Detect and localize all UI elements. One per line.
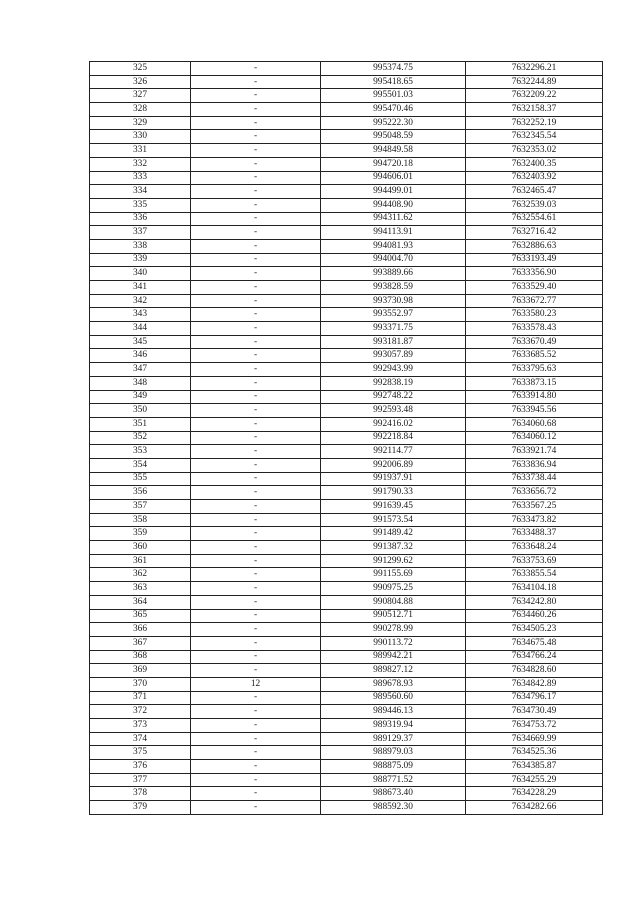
table-row: [90, 568, 603, 582]
easting-cell: 992838.19: [321, 376, 466, 390]
point-number-cell: 369: [90, 664, 191, 678]
table-row: [90, 185, 603, 199]
easting-cell: 995501.03: [321, 89, 466, 103]
point-number-cell: 370: [90, 677, 191, 691]
point-number-cell: 346: [90, 349, 191, 363]
northing-cell: 7633648.24: [466, 541, 603, 555]
easting-cell: 989129.37: [321, 732, 466, 746]
table-row: [90, 746, 603, 760]
table-row: [90, 62, 603, 76]
easting-cell: 989560.60: [321, 691, 466, 705]
table-row: [90, 500, 603, 514]
table-row: [90, 664, 603, 678]
table-row: [90, 636, 603, 650]
easting-cell: 995470.46: [321, 103, 466, 117]
point-number-cell: 373: [90, 719, 191, 733]
point-number-cell: 363: [90, 582, 191, 596]
easting-cell: 991387.32: [321, 541, 466, 555]
northing-cell: 7633738.44: [466, 472, 603, 486]
vertex-marker-cell: -: [191, 623, 321, 637]
easting-cell: 994311.62: [321, 212, 466, 226]
northing-cell: 7632716.42: [466, 226, 603, 240]
table-row: [90, 554, 603, 568]
vertex-marker-cell: -: [191, 157, 321, 171]
point-number-cell: 336: [90, 212, 191, 226]
northing-cell: 7632252.19: [466, 116, 603, 130]
table-row: [90, 513, 603, 527]
table-row: [90, 623, 603, 637]
northing-cell: 7634525.36: [466, 746, 603, 760]
northing-cell: 7634255.29: [466, 773, 603, 787]
table-row: [90, 527, 603, 541]
point-number-cell: 334: [90, 185, 191, 199]
point-number-cell: 348: [90, 376, 191, 390]
table-row: [90, 198, 603, 212]
point-number-cell: 378: [90, 787, 191, 801]
vertex-marker-cell: -: [191, 445, 321, 459]
northing-cell: 7633672.77: [466, 294, 603, 308]
vertex-marker-cell: -: [191, 185, 321, 199]
northing-cell: 7633529.40: [466, 281, 603, 295]
northing-cell: 7633580.23: [466, 308, 603, 322]
easting-cell: 992218.84: [321, 431, 466, 445]
vertex-marker-cell: -: [191, 773, 321, 787]
vertex-marker-cell: -: [191, 500, 321, 514]
easting-cell: 988592.30: [321, 801, 466, 815]
northing-cell: 7634242.80: [466, 595, 603, 609]
point-number-cell: 362: [90, 568, 191, 582]
vertex-marker-cell: -: [191, 103, 321, 117]
vertex-marker-cell: -: [191, 212, 321, 226]
vertex-marker-cell: -: [191, 691, 321, 705]
vertex-marker-cell: -: [191, 719, 321, 733]
vertex-marker-cell: -: [191, 363, 321, 377]
point-number-cell: 358: [90, 513, 191, 527]
easting-cell: 994408.90: [321, 198, 466, 212]
easting-cell: 995374.75: [321, 62, 466, 76]
point-number-cell: 376: [90, 760, 191, 774]
easting-cell: 991573.54: [321, 513, 466, 527]
point-number-cell: 328: [90, 103, 191, 117]
northing-cell: 7632345.54: [466, 130, 603, 144]
northing-cell: 7634730.49: [466, 705, 603, 719]
northing-cell: 7634796.17: [466, 691, 603, 705]
vertex-marker-cell: -: [191, 554, 321, 568]
northing-cell: 7633488.37: [466, 527, 603, 541]
northing-cell: 7634060.68: [466, 417, 603, 431]
easting-cell: 994849.58: [321, 144, 466, 158]
easting-cell: 991790.33: [321, 486, 466, 500]
northing-cell: 7632296.21: [466, 62, 603, 76]
table-row: [90, 75, 603, 89]
easting-cell: 994606.01: [321, 171, 466, 185]
coordinate-table: [89, 61, 603, 815]
easting-cell: 993057.89: [321, 349, 466, 363]
northing-cell: 7633873.15: [466, 376, 603, 390]
vertex-marker-cell: -: [191, 349, 321, 363]
easting-cell: 988771.52: [321, 773, 466, 787]
point-number-cell: 342: [90, 294, 191, 308]
vertex-marker-cell: -: [191, 390, 321, 404]
easting-cell: 988673.40: [321, 787, 466, 801]
easting-cell: 988979.03: [321, 746, 466, 760]
northing-cell: 7633795.63: [466, 363, 603, 377]
table-row: [90, 595, 603, 609]
table-row: [90, 390, 603, 404]
point-number-cell: 331: [90, 144, 191, 158]
northing-cell: 7633193.49: [466, 253, 603, 267]
easting-cell: 990804.88: [321, 595, 466, 609]
vertex-marker-cell: -: [191, 281, 321, 295]
point-number-cell: 351: [90, 417, 191, 431]
northing-cell: 7632403.92: [466, 171, 603, 185]
table-row: [90, 801, 603, 815]
table-row: [90, 335, 603, 349]
point-number-cell: 326: [90, 75, 191, 89]
easting-cell: 994004.70: [321, 253, 466, 267]
northing-cell: 7633567.25: [466, 500, 603, 514]
northing-cell: 7634282.66: [466, 801, 603, 815]
easting-cell: 990278.99: [321, 623, 466, 637]
table-row: [90, 103, 603, 117]
point-number-cell: 364: [90, 595, 191, 609]
easting-cell: 995418.65: [321, 75, 466, 89]
point-number-cell: 377: [90, 773, 191, 787]
vertex-marker-cell: -: [191, 171, 321, 185]
table-row: [90, 609, 603, 623]
table-row: [90, 760, 603, 774]
northing-cell: 7632465.47: [466, 185, 603, 199]
point-number-cell: 344: [90, 322, 191, 336]
northing-cell: 7633855.54: [466, 568, 603, 582]
point-number-cell: 360: [90, 541, 191, 555]
vertex-marker-cell: -: [191, 198, 321, 212]
northing-cell: 7632400.35: [466, 157, 603, 171]
easting-cell: 989942.21: [321, 650, 466, 664]
vertex-marker-cell: -: [191, 322, 321, 336]
point-number-cell: 340: [90, 267, 191, 281]
table-row: [90, 472, 603, 486]
northing-cell: 7633921.74: [466, 445, 603, 459]
point-number-cell: 339: [90, 253, 191, 267]
vertex-marker-cell: 12: [191, 677, 321, 691]
easting-cell: 991639.45: [321, 500, 466, 514]
easting-cell: 992114.77: [321, 445, 466, 459]
table-row: [90, 89, 603, 103]
table-row: [90, 253, 603, 267]
easting-cell: 991489.42: [321, 527, 466, 541]
vertex-marker-cell: -: [191, 417, 321, 431]
table-row: [90, 171, 603, 185]
easting-cell: 994113.91: [321, 226, 466, 240]
vertex-marker-cell: -: [191, 568, 321, 582]
point-number-cell: 335: [90, 198, 191, 212]
easting-cell: 994499.01: [321, 185, 466, 199]
point-number-cell: 366: [90, 623, 191, 637]
northing-cell: 7634228.29: [466, 787, 603, 801]
northing-cell: 7634842.89: [466, 677, 603, 691]
vertex-marker-cell: -: [191, 636, 321, 650]
easting-cell: 992006.89: [321, 458, 466, 472]
coordinate-table-body: [90, 62, 603, 815]
vertex-marker-cell: -: [191, 431, 321, 445]
northing-cell: 7633473.82: [466, 513, 603, 527]
vertex-marker-cell: -: [191, 404, 321, 418]
point-number-cell: 357: [90, 500, 191, 514]
table-row: [90, 212, 603, 226]
vertex-marker-cell: -: [191, 308, 321, 322]
table-row: [90, 677, 603, 691]
table-row: [90, 308, 603, 322]
table-row: [90, 773, 603, 787]
table-row: [90, 732, 603, 746]
easting-cell: 993552.97: [321, 308, 466, 322]
point-number-cell: 352: [90, 431, 191, 445]
point-number-cell: 333: [90, 171, 191, 185]
vertex-marker-cell: -: [191, 595, 321, 609]
northing-cell: 7633670.49: [466, 335, 603, 349]
vertex-marker-cell: -: [191, 226, 321, 240]
vertex-marker-cell: -: [191, 650, 321, 664]
point-number-cell: 359: [90, 527, 191, 541]
easting-cell: 994081.93: [321, 239, 466, 253]
table-row: [90, 431, 603, 445]
table-row: [90, 417, 603, 431]
easting-cell: 989319.94: [321, 719, 466, 733]
northing-cell: 7634669.99: [466, 732, 603, 746]
easting-cell: 992943.99: [321, 363, 466, 377]
table-row: [90, 705, 603, 719]
point-number-cell: 330: [90, 130, 191, 144]
table-row: [90, 541, 603, 555]
northing-cell: 7634505.23: [466, 623, 603, 637]
point-number-cell: 353: [90, 445, 191, 459]
vertex-marker-cell: -: [191, 267, 321, 281]
northing-cell: 7633656.72: [466, 486, 603, 500]
easting-cell: 992593.48: [321, 404, 466, 418]
easting-cell: 993730.98: [321, 294, 466, 308]
easting-cell: 995222.30: [321, 116, 466, 130]
point-number-cell: 372: [90, 705, 191, 719]
table-row: [90, 130, 603, 144]
easting-cell: 993371.75: [321, 322, 466, 336]
northing-cell: 7632244.89: [466, 75, 603, 89]
point-number-cell: 374: [90, 732, 191, 746]
vertex-marker-cell: -: [191, 760, 321, 774]
easting-cell: 990113.72: [321, 636, 466, 650]
table-row: [90, 719, 603, 733]
point-number-cell: 379: [90, 801, 191, 815]
point-number-cell: 354: [90, 458, 191, 472]
northing-cell: 7632539.03: [466, 198, 603, 212]
vertex-marker-cell: -: [191, 294, 321, 308]
northing-cell: 7633578.43: [466, 322, 603, 336]
point-number-cell: 325: [90, 62, 191, 76]
easting-cell: 994720.18: [321, 157, 466, 171]
table-row: [90, 458, 603, 472]
table-row: [90, 294, 603, 308]
vertex-marker-cell: -: [191, 144, 321, 158]
point-number-cell: 361: [90, 554, 191, 568]
point-number-cell: 355: [90, 472, 191, 486]
point-number-cell: 375: [90, 746, 191, 760]
vertex-marker-cell: -: [191, 541, 321, 555]
northing-cell: 7632554.61: [466, 212, 603, 226]
northing-cell: 7632353.02: [466, 144, 603, 158]
point-number-cell: 327: [90, 89, 191, 103]
table-row: [90, 787, 603, 801]
northing-cell: 7633945.56: [466, 404, 603, 418]
easting-cell: 989446.13: [321, 705, 466, 719]
point-number-cell: 371: [90, 691, 191, 705]
northing-cell: 7634104.18: [466, 582, 603, 596]
vertex-marker-cell: -: [191, 376, 321, 390]
northing-cell: 7633356.90: [466, 267, 603, 281]
northing-cell: 7633685.52: [466, 349, 603, 363]
northing-cell: 7634828.60: [466, 664, 603, 678]
easting-cell: 993181.87: [321, 335, 466, 349]
point-number-cell: 341: [90, 281, 191, 295]
table-row: [90, 691, 603, 705]
table-row: [90, 582, 603, 596]
northing-cell: 7634460.26: [466, 609, 603, 623]
table-row: [90, 445, 603, 459]
vertex-marker-cell: -: [191, 116, 321, 130]
point-number-cell: 332: [90, 157, 191, 171]
easting-cell: 993889.66: [321, 267, 466, 281]
vertex-marker-cell: -: [191, 664, 321, 678]
northing-cell: 7632209.22: [466, 89, 603, 103]
vertex-marker-cell: -: [191, 486, 321, 500]
vertex-marker-cell: -: [191, 472, 321, 486]
point-number-cell: 350: [90, 404, 191, 418]
vertex-marker-cell: -: [191, 732, 321, 746]
vertex-marker-cell: -: [191, 335, 321, 349]
easting-cell: 991155.69: [321, 568, 466, 582]
northing-cell: 7633914.80: [466, 390, 603, 404]
northing-cell: 7634675.48: [466, 636, 603, 650]
northing-cell: 7634060.12: [466, 431, 603, 445]
table-row: [90, 404, 603, 418]
table-row: [90, 116, 603, 130]
table-row: [90, 226, 603, 240]
table-row: [90, 157, 603, 171]
easting-cell: 989678.93: [321, 677, 466, 691]
vertex-marker-cell: -: [191, 130, 321, 144]
point-number-cell: 347: [90, 363, 191, 377]
vertex-marker-cell: -: [191, 239, 321, 253]
point-number-cell: 337: [90, 226, 191, 240]
point-number-cell: 345: [90, 335, 191, 349]
vertex-marker-cell: -: [191, 801, 321, 815]
point-number-cell: 356: [90, 486, 191, 500]
northing-cell: 7633753.69: [466, 554, 603, 568]
northing-cell: 7633836.94: [466, 458, 603, 472]
vertex-marker-cell: -: [191, 705, 321, 719]
vertex-marker-cell: -: [191, 582, 321, 596]
table-row: [90, 239, 603, 253]
table-row: [90, 363, 603, 377]
easting-cell: 991299.62: [321, 554, 466, 568]
table-row: [90, 486, 603, 500]
easting-cell: 990975.25: [321, 582, 466, 596]
vertex-marker-cell: -: [191, 609, 321, 623]
vertex-marker-cell: -: [191, 89, 321, 103]
vertex-marker-cell: -: [191, 787, 321, 801]
northing-cell: 7634766.24: [466, 650, 603, 664]
northing-cell: 7634753.72: [466, 719, 603, 733]
point-number-cell: 343: [90, 308, 191, 322]
easting-cell: 992416.02: [321, 417, 466, 431]
vertex-marker-cell: -: [191, 62, 321, 76]
coordinate-table-sheet: [89, 61, 602, 815]
vertex-marker-cell: -: [191, 527, 321, 541]
easting-cell: 990512.71: [321, 609, 466, 623]
easting-cell: 993828.59: [321, 281, 466, 295]
table-row: [90, 376, 603, 390]
point-number-cell: 338: [90, 239, 191, 253]
vertex-marker-cell: -: [191, 458, 321, 472]
vertex-marker-cell: -: [191, 513, 321, 527]
table-row: [90, 349, 603, 363]
point-number-cell: 329: [90, 116, 191, 130]
vertex-marker-cell: -: [191, 253, 321, 267]
easting-cell: 991937.91: [321, 472, 466, 486]
easting-cell: 995048.59: [321, 130, 466, 144]
point-number-cell: 368: [90, 650, 191, 664]
northing-cell: 7634385.87: [466, 760, 603, 774]
easting-cell: 989827.12: [321, 664, 466, 678]
table-row: [90, 650, 603, 664]
table-row: [90, 267, 603, 281]
point-number-cell: 349: [90, 390, 191, 404]
table-row: [90, 144, 603, 158]
vertex-marker-cell: -: [191, 746, 321, 760]
northing-cell: 7632886.63: [466, 239, 603, 253]
northing-cell: 7632158.37: [466, 103, 603, 117]
table-row: [90, 322, 603, 336]
point-number-cell: 365: [90, 609, 191, 623]
easting-cell: 992748.22: [321, 390, 466, 404]
easting-cell: 988875.09: [321, 760, 466, 774]
table-row: [90, 281, 603, 295]
point-number-cell: 367: [90, 636, 191, 650]
vertex-marker-cell: -: [191, 75, 321, 89]
